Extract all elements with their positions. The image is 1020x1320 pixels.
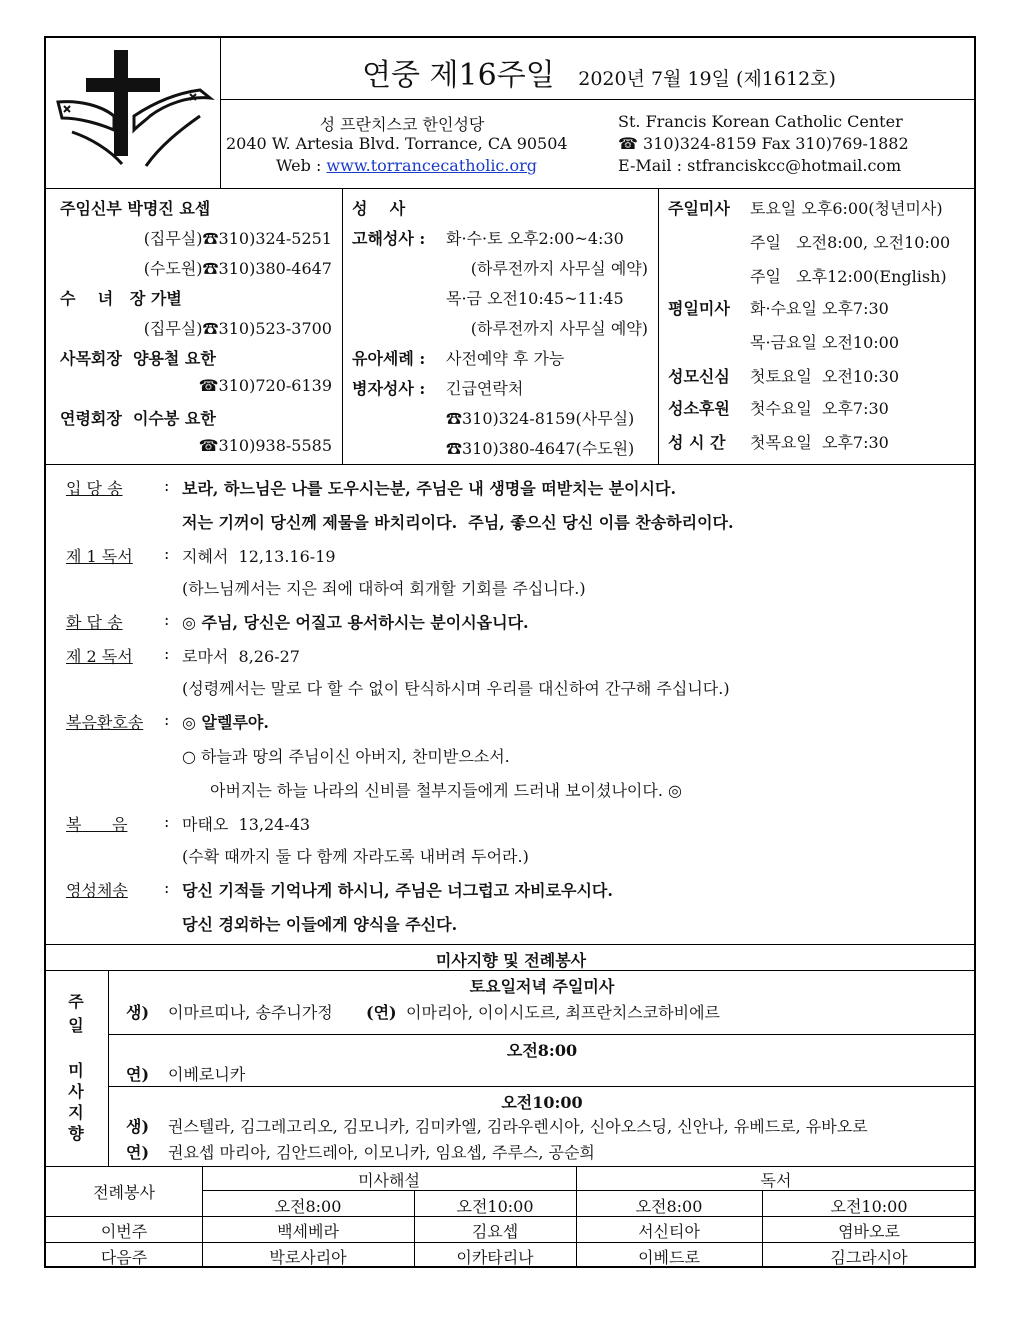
- reading2-note: (성령께서는 말로 다 할 수 없이 탄식하시며 우리를 대신하여 간구해 주십니다.): [182, 679, 730, 698]
- service-cell: 김그라시아: [830, 1248, 908, 1267]
- colon: :: [164, 610, 170, 629]
- sat-dead-names: 이마리아, 이이시도르, 최프란치스코하비에르: [406, 1003, 721, 1022]
- vocation-time: 첫수요일 오후7:30: [750, 399, 889, 418]
- cross-hands-icon: [50, 46, 218, 176]
- communion-antiphon-2: 당신 경외하는 이들에게 양식을 주신다.: [182, 915, 458, 934]
- am8-dead-names: 이베로니카: [168, 1065, 246, 1084]
- baptism-label: 유아세례 :: [352, 349, 426, 368]
- council-president: 사목회장 양용철 요한: [60, 349, 216, 368]
- colon: :: [164, 812, 170, 831]
- service-cell: 서신티아: [638, 1222, 700, 1241]
- sunday-mass-1: 토요일 오후6:00(청년미사): [750, 199, 943, 218]
- reading1-note: (하느님께서는 지은 죄에 대하여 회개할 기회를 주십니다.): [182, 579, 586, 598]
- sick-phone-2: ☎310)380-4647(수도원): [446, 439, 635, 458]
- communion-label: 영성체송: [66, 881, 128, 900]
- service-cell: 백세베라: [277, 1222, 339, 1241]
- council-phone: ☎310)720-6139: [198, 376, 332, 395]
- page-title: 연중 제16주일 2020년 7월 19일 (제1612호): [362, 58, 836, 93]
- service-cell: 박로사리아: [269, 1248, 347, 1267]
- pastor-office-phone: (집무실)☎310)324-5251: [143, 229, 332, 248]
- pastor-rectory-phone: (수도원)☎310)380-4647: [143, 259, 332, 278]
- weekday-mass-1: 화·수요일 오후7:30: [750, 299, 889, 318]
- sick-phone-1: ☎310)324-8159(사무실): [446, 409, 635, 428]
- service-time: 오전10:00: [456, 1197, 534, 1216]
- sister: 수 녀 장 가별: [60, 289, 182, 308]
- am10-living-label: 생): [126, 1117, 150, 1136]
- am8-dead-label: 연): [126, 1065, 150, 1084]
- colon: :: [164, 544, 170, 563]
- am10-mass-title: 오전10:00: [501, 1093, 583, 1112]
- this-week-label: 이번주: [100, 1222, 148, 1241]
- reader-header: 독서: [760, 1171, 792, 1190]
- next-week-label: 다음주: [100, 1248, 148, 1267]
- service-time: 오전8:00: [635, 1197, 703, 1216]
- am8-mass-title: 오전8:00: [506, 1041, 578, 1060]
- entrance-label: 입 당 송: [66, 479, 123, 498]
- alleluia-verse-2: 아버지는 하늘 나라의 신비를 철부지들에게 드러내 보이셨나이다. ◎: [210, 781, 682, 800]
- alleluia-label: 복음환호송: [66, 713, 144, 732]
- service-label: 전례봉사: [93, 1183, 155, 1202]
- address: 2040 W. Artesia Blvd. Torrance, CA 90504: [226, 134, 568, 153]
- entrance-antiphon-2: 저는 기꺼이 당신께 제물을 바치리이다. 주님, 좋으신 당신 이름 찬송하리이다.: [182, 513, 734, 532]
- weekday-mass-2: 목·금요일 오전10:00: [750, 333, 900, 352]
- colon: :: [164, 476, 170, 495]
- service-time: 오전8:00: [274, 1197, 342, 1216]
- service-cell: 이카타리나: [456, 1248, 534, 1267]
- colon: :: [164, 644, 170, 663]
- website-line: Web : www.torrancecatholic.org: [276, 156, 537, 175]
- service-cell: 김요셉: [471, 1222, 519, 1241]
- service-cell: 염바오로: [838, 1222, 900, 1241]
- parish-logo: [50, 46, 218, 176]
- colon: :: [164, 878, 170, 897]
- gospel-citation: 마태오 13,24-43: [182, 815, 311, 834]
- legion-phone: ☎310)938-5585: [198, 436, 332, 455]
- sunday-mass-2: 주일 오전8:00, 오전10:00: [750, 233, 951, 252]
- vocation-label: 성소후원: [668, 399, 730, 418]
- psalm-response: ◎ 주님, 당신은 어질고 용서하시는 분이시옵니다.: [182, 613, 529, 632]
- sunday-mass-3: 주일 오후12:00(English): [750, 267, 947, 286]
- parish-name-en: St. Francis Korean Catholic Center: [618, 112, 903, 131]
- confession-label: 고해성사 :: [352, 229, 426, 248]
- gospel-note: (수확 때까지 둘 다 함께 자라도록 내버려 두어라.): [182, 847, 529, 866]
- marian-label: 성모신심: [668, 367, 730, 386]
- sat-mass-title: 토요일저녁 주일미사: [469, 977, 615, 996]
- service-time: 오전10:00: [830, 1197, 908, 1216]
- intentions-heading: 미사지향 및 전례봉사: [435, 951, 587, 970]
- sick-label: 병자성사 :: [352, 379, 426, 398]
- entrance-antiphon-1: 보라, 하느님은 나를 도우시는분, 주님은 내 생명을 떠받치는 분이시다.: [182, 479, 677, 498]
- intentions-side-label-1: 주일: [68, 992, 84, 1035]
- website-link[interactable]: www.torrancecatholic.org: [326, 156, 537, 175]
- sat-dead-label: (연): [366, 1003, 397, 1022]
- sick-info: 긴급연락처: [446, 379, 524, 398]
- am10-dead-names: 권요셉 마리아, 김안드레아, 이모니카, 임요셉, 주루스, 공순희: [168, 1143, 595, 1162]
- sat-living-label: 생): [126, 1003, 150, 1022]
- sacraments-heading: 성 사: [352, 199, 406, 218]
- sister-phone: (집무실)☎310)523-3700: [143, 319, 332, 338]
- reading2-label: 제 2 독서: [66, 647, 133, 666]
- reading1-citation: 지혜서 12,13.16-19: [182, 547, 336, 566]
- gospel-label: 복 음: [66, 815, 128, 834]
- alleluia-verse-1: ○ 하늘과 땅의 주님이신 아버지, 찬미받으소서.: [182, 747, 510, 766]
- bulletin-page: [44, 36, 976, 1268]
- service-cell: 이베드로: [638, 1248, 700, 1267]
- marian-time: 첫토요일 오전10:30: [750, 367, 900, 386]
- commentary-header: 미사해설: [358, 1171, 420, 1190]
- communion-antiphon-1: 당신 기적들 기억나게 하시니, 주님은 너그럽고 자비로우시다.: [182, 881, 613, 900]
- sunday-mass-label: 주일미사: [668, 199, 730, 218]
- alleluia-response: ◎ 알렐루야.: [182, 713, 269, 732]
- weekday-mass-label: 평일미사: [668, 299, 730, 318]
- reading2-citation: 로마서 8,26-27: [182, 647, 300, 666]
- email: E-Mail : stfranciskcc@hotmail.com: [618, 156, 902, 175]
- confession-time-1: 화·수·토 오후2:00~4:30: [446, 229, 624, 248]
- psalm-label: 화 답 송: [66, 613, 123, 632]
- am10-dead-label: 연): [126, 1143, 150, 1162]
- baptism-info: 사전예약 후 가능: [446, 349, 565, 368]
- confession-note-2: (하루전까지 사무실 예약): [470, 319, 648, 338]
- confession-time-2: 목·금 오전10:45~11:45: [446, 289, 624, 308]
- phone-fax: ☎ 310)324-8159 Fax 310)769-1882: [618, 134, 909, 153]
- colon: :: [164, 710, 170, 729]
- am10-living-names: 권스텔라, 김그레고리오, 김모니카, 김미카엘, 김라우렌시아, 신아오스딩, 신안나, 유베드로, 유바오로: [168, 1117, 868, 1136]
- holyhour-time: 첫목요일 오후7:30: [750, 433, 889, 452]
- sat-living-names: 이마르띠나, 송주니가정: [168, 1003, 333, 1022]
- legion-president: 연령회장 이수봉 요한: [60, 409, 216, 428]
- reading1-label: 제 1 독서: [66, 547, 133, 566]
- intentions-side-label-2: 미사지향: [68, 1061, 84, 1143]
- pastor: 주임신부 박명진 요셉: [60, 199, 211, 218]
- parish-name-ko: 성 프란치스코 한인성당: [319, 115, 485, 134]
- holyhour-label: 성 시 간: [668, 433, 726, 452]
- confession-note-1: (하루전까지 사무실 예약): [470, 259, 648, 278]
